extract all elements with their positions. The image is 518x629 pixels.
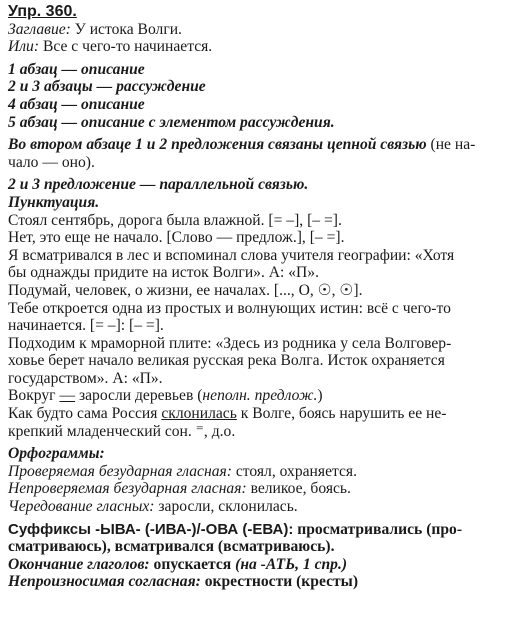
text-segment: 5 абзац — описание с элементом рассуждения. [8,113,335,131]
text-segment: просматривались (про- [293,520,463,538]
text-segment: великое, боясь. [246,480,351,498]
text-line [8,573,510,591]
text-segment: (не на- [426,136,476,154]
text-line [8,423,510,441]
text-segment: стоял, охраняется. [231,462,357,480]
text-segment: Непроверяемая безударная гласная: [8,480,247,498]
exercise-title: Упр. 360. [8,3,77,20]
exercise-header [8,3,510,21]
text-line [8,282,510,300]
text-line [8,136,510,154]
text-segment: У истока Волги. [70,20,182,38]
text-line [8,176,510,194]
text-line [8,463,510,481]
text-segment: 2 и 3 абзацы — рассуждение [8,78,206,96]
text-segment: ховье берет начало великая русская река Волга. Исток охраняется [8,352,445,370]
text-segment: Подходим к мраморной плите: «Здесь из родника у села Волговер- [8,334,452,352]
text-segment: сматриваюсь), всматривался (всматриваюсь). [8,538,335,556]
text-segment: окрестности (кресты) [200,573,359,591]
text-line [8,229,510,247]
text-segment: крепкий младенческий сон. ⁼, д.о. [8,422,236,440]
text-segment: (на -АТЬ, 1 спр.) [231,555,348,573]
text-segment: Пунктуация. [8,193,100,211]
text-line [8,335,510,353]
text-segment: Подумай, человек, о жизни, ее началах. [..., О, ☉, ☉]. [8,281,363,299]
text-line [8,96,510,114]
text-segment: начинается. [= –]: [– =]. [8,317,164,335]
text-segment: Заглавие: [8,20,71,38]
text-line [8,154,510,172]
text-segment: 1 абзац — описание [8,60,145,78]
text-segment: опускается [149,555,232,573]
text-segment: заросли, склонилась. [154,498,298,516]
text-segment: неполн. предлож. [202,387,318,405]
text-segment: к Волге, боясь нарушить ее не- [236,405,447,423]
text-line [8,387,510,405]
text-line [8,538,510,556]
text-line [8,38,510,56]
text-line [8,212,510,230]
text-segment: Как будто сама Россия [8,405,162,423]
text-segment: Я всматривался в лес и вспоминал слова учителя географии: «Хотя [8,246,455,264]
text-line [8,300,510,318]
text-line [8,78,510,96]
text-segment: — [59,387,76,405]
text-segment: Чередование гласных: [8,498,155,516]
text-line [8,21,510,39]
text-line [8,556,510,574]
text-segment: Орфограммы: [8,445,105,463]
text-line [8,247,510,265]
text-line [8,405,510,423]
text-segment: Проверяемая безударная гласная: [8,462,232,480]
text-line [8,370,510,388]
text-segment: Тебе откроется одна из простых и волнующих истин: всё с чего-то [8,299,451,317]
text-segment: Или: [8,38,40,56]
text-segment: ) [317,387,323,405]
text-line [8,114,510,132]
text-segment: Окончание глаголов: [8,555,150,573]
text-segment: склонилась [161,405,237,423]
text-line [8,521,510,539]
text-line [8,352,510,370]
text-segment: чало — оно). [8,153,95,171]
text-segment: бы однажды придите на исток Волги». А: «П». [8,264,320,282]
text-segment: Непроизносимая согласная: [8,573,201,591]
text-segment: Стоял сентябрь, дорога была влажной. [= –], [– =]. [8,211,342,229]
text-line [8,445,510,463]
text-segment: Все с чего-то начинается. [39,38,213,56]
text-segment: 2 и 3 предложение — параллельной связью. [8,176,309,194]
text-segment: 4 абзац — описание [8,95,145,113]
text-segment: Суффиксы -ЫВА- (-ИВА-)/-ОВА (-ЕВА): [8,520,294,538]
text-line [8,317,510,335]
text-segment: заросли деревьев ( [75,387,203,405]
text-segment: Нет, это еще не начало. [Слово — предлож.], [– =]. [8,229,345,247]
text-line [8,61,510,79]
text-segment: государством». А: «П». [8,369,163,387]
text-line [8,194,510,212]
text-segment: Во втором абзаце 1 и 2 предложения связаны цепной связью [8,136,427,154]
text-line [8,498,510,516]
text-line [8,480,510,498]
text-segment: Вокруг [8,387,60,405]
answer-text [8,21,510,591]
text-line [8,264,510,282]
